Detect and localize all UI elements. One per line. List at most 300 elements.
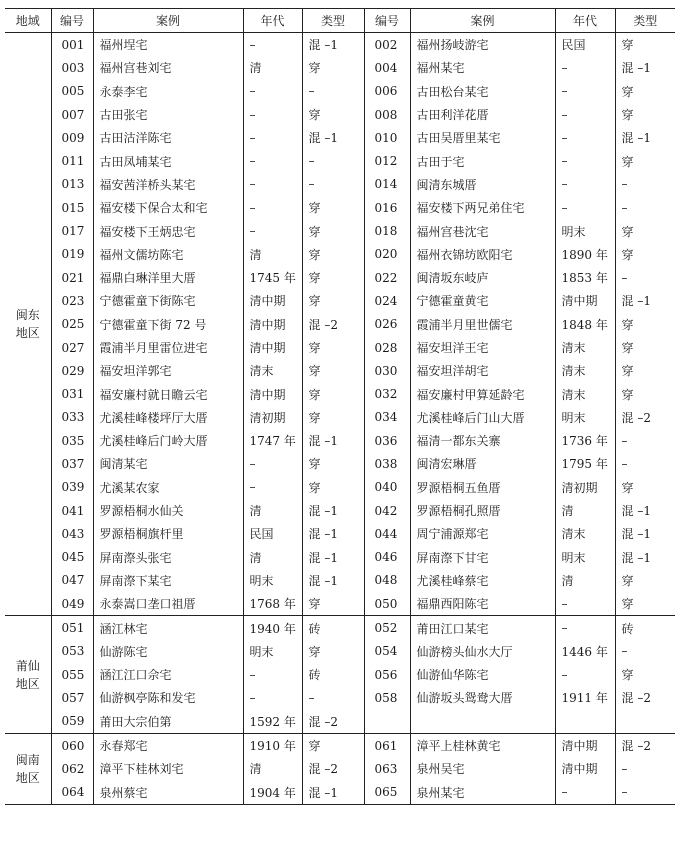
- cell-case-2: [410, 710, 555, 734]
- table-row: [5, 522, 675, 545]
- cell-era-2: 1911 年: [555, 686, 615, 709]
- cell-era-2: 清末: [555, 359, 615, 382]
- cell-num: 015: [51, 196, 93, 219]
- cell-case: 屏南漈头张宅: [93, 546, 243, 569]
- cell-era-2: 明末: [555, 219, 615, 242]
- cell-type: –: [302, 173, 364, 196]
- cell-type-2: –: [615, 196, 675, 219]
- cell-era: –: [243, 173, 302, 196]
- cell-num: 039: [51, 476, 93, 499]
- cell-era-2: –: [555, 781, 615, 805]
- cell-type: 混 –1: [302, 522, 364, 545]
- cell-type: 混 –2: [302, 313, 364, 336]
- cell-type: –: [302, 149, 364, 172]
- cell-type: 砖: [302, 663, 364, 686]
- cell-num-2: 020: [364, 243, 410, 266]
- cell-num-2: 061: [364, 733, 410, 757]
- cell-era: –: [243, 686, 302, 709]
- cell-type: 穿: [302, 476, 364, 499]
- cell-type-2: 混 –1: [615, 546, 675, 569]
- cell-num: 001: [51, 33, 93, 57]
- cell-case-2: 古田松台某宅: [410, 80, 555, 103]
- cell-num: 013: [51, 173, 93, 196]
- header-region: 地域: [5, 9, 51, 33]
- table-row: [5, 406, 675, 429]
- cell-num-2: 065: [364, 781, 410, 805]
- cell-case-2: 漳平上桂林黄宅: [410, 733, 555, 757]
- cell-type-2: –: [615, 781, 675, 805]
- cell-type: 混 –1: [302, 126, 364, 149]
- cell-num: 031: [51, 382, 93, 405]
- cell-era: 清中期: [243, 289, 302, 312]
- cell-num: 041: [51, 499, 93, 522]
- cell-case: 福州文儒坊陈宅: [93, 243, 243, 266]
- cell-num: 053: [51, 640, 93, 663]
- cell-case-2: 闽清坂东岐庐: [410, 266, 555, 289]
- cell-num-2: 032: [364, 382, 410, 405]
- cell-case: 福州宫巷刘宅: [93, 56, 243, 79]
- cell-type-2: 混 –1: [615, 522, 675, 545]
- cell-type: 穿: [302, 219, 364, 242]
- header-num: 编号: [51, 9, 93, 33]
- cell-type-2: 混 –1: [615, 126, 675, 149]
- cell-era-2: 清末: [555, 382, 615, 405]
- table-row: [5, 219, 675, 242]
- cell-num-2: 012: [364, 149, 410, 172]
- cell-num-2: 010: [364, 126, 410, 149]
- cell-type: 穿: [302, 103, 364, 126]
- cell-type: –: [302, 686, 364, 709]
- cell-era-2: 1890 年: [555, 243, 615, 266]
- cell-num-2: 050: [364, 592, 410, 616]
- cell-case-2: 福州某宅: [410, 56, 555, 79]
- table-row: [5, 429, 675, 452]
- cell-case: 仙游陈宅: [93, 640, 243, 663]
- cell-num: 017: [51, 219, 93, 242]
- cell-case: 永泰李宅: [93, 80, 243, 103]
- header-type: 类型: [302, 9, 364, 33]
- cell-era-2: –: [555, 173, 615, 196]
- cell-num-2: 002: [364, 33, 410, 57]
- region-label: 闽南: [15, 752, 40, 767]
- header-case: 案例: [93, 9, 243, 33]
- cell-case-2: 泉州某宅: [410, 781, 555, 805]
- cell-case: 尤溪桂峰后门岭大厝: [93, 429, 243, 452]
- table-body: [5, 33, 675, 805]
- cell-num: 062: [51, 757, 93, 780]
- cell-case-2: 霞浦半月里世儒宅: [410, 313, 555, 336]
- cell-era-2: 1795 年: [555, 452, 615, 475]
- cell-case-2: 罗源梧桐五鱼厝: [410, 476, 555, 499]
- cell-era-2: [555, 710, 615, 734]
- cell-num-2: 016: [364, 196, 410, 219]
- cell-num: 051: [51, 616, 93, 640]
- cell-type-2: 混 –2: [615, 406, 675, 429]
- region-label: 地区: [15, 326, 40, 341]
- table-row: [5, 196, 675, 219]
- cell-case-2: 福安楼下两兄弟住宅: [410, 196, 555, 219]
- cell-type: 穿: [302, 452, 364, 475]
- cell-case-2: 福州扬岐游宅: [410, 33, 555, 57]
- cell-num-2: 044: [364, 522, 410, 545]
- cell-era-2: 1853 年: [555, 266, 615, 289]
- table-row: [5, 382, 675, 405]
- cell-type-2: –: [615, 757, 675, 780]
- region-label: 地区: [15, 770, 40, 785]
- cell-era: 清: [243, 499, 302, 522]
- cell-case-2: 福州宫巷沈宅: [410, 219, 555, 242]
- cell-type-2: 穿: [615, 149, 675, 172]
- cell-era: –: [243, 80, 302, 103]
- region-label: 地区: [15, 676, 40, 691]
- cell-num: 033: [51, 406, 93, 429]
- cell-case-2: 福鼎西阳陈宅: [410, 592, 555, 616]
- cell-type-2: 穿: [615, 336, 675, 359]
- cell-era-2: –: [555, 616, 615, 640]
- cell-case: 霞浦半月里雷位进宅: [93, 336, 243, 359]
- cell-type-2: 混 –1: [615, 499, 675, 522]
- cell-num-2: 004: [364, 56, 410, 79]
- cell-type-2: 穿: [615, 243, 675, 266]
- cell-era-2: –: [555, 80, 615, 103]
- cell-era: 清: [243, 56, 302, 79]
- cell-type-2: 砖: [615, 616, 675, 640]
- cell-type: 穿: [302, 289, 364, 312]
- cell-case: 涵江江口佘宅: [93, 663, 243, 686]
- cell-num-2: 054: [364, 640, 410, 663]
- cell-type: 混 –1: [302, 499, 364, 522]
- cell-num-2: 018: [364, 219, 410, 242]
- cell-case-2: 仙游仙华陈宅: [410, 663, 555, 686]
- cell-era: 清中期: [243, 336, 302, 359]
- cell-type-2: 穿: [615, 382, 675, 405]
- table-row: [5, 663, 675, 686]
- table-row: [5, 336, 675, 359]
- cell-case: 古田凤埔某宅: [93, 149, 243, 172]
- table-row: [5, 616, 675, 640]
- cell-num: 037: [51, 452, 93, 475]
- cell-num-2: 046: [364, 546, 410, 569]
- cell-type-2: –: [615, 266, 675, 289]
- cell-type: 混 –2: [302, 757, 364, 780]
- table-row: [5, 126, 675, 149]
- cell-num: 023: [51, 289, 93, 312]
- cell-case: 福安茜洋桥头某宅: [93, 173, 243, 196]
- table-row: [5, 686, 675, 709]
- cell-era-2: 1736 年: [555, 429, 615, 452]
- cell-case: 古田张宅: [93, 103, 243, 126]
- cell-era: –: [243, 219, 302, 242]
- cell-era: –: [243, 126, 302, 149]
- table-row: [5, 33, 675, 57]
- cell-case: 漳平下桂林刘宅: [93, 757, 243, 780]
- cell-type-2: 混 –1: [615, 56, 675, 79]
- cell-case-2: 福安坦洋王宅: [410, 336, 555, 359]
- cell-type: 穿: [302, 592, 364, 616]
- cell-num: 047: [51, 569, 93, 592]
- cell-num-2: 048: [364, 569, 410, 592]
- header-num-2: 编号: [364, 9, 410, 33]
- cell-num-2: 042: [364, 499, 410, 522]
- cell-num-2: 038: [364, 452, 410, 475]
- cell-era-2: 1446 年: [555, 640, 615, 663]
- cell-type: 混 –1: [302, 33, 364, 57]
- cell-num: 060: [51, 733, 93, 757]
- cell-case-2: 尤溪桂峰蔡宅: [410, 569, 555, 592]
- cell-era: 1904 年: [243, 781, 302, 805]
- cell-era: –: [243, 103, 302, 126]
- cell-case-2: 莆田江口某宅: [410, 616, 555, 640]
- cell-num: 007: [51, 103, 93, 126]
- table-row: [5, 80, 675, 103]
- cell-era-2: 清中期: [555, 733, 615, 757]
- table-row: [5, 289, 675, 312]
- table-row: [5, 569, 675, 592]
- cell-num-2: 022: [364, 266, 410, 289]
- cell-era-2: 清中期: [555, 289, 615, 312]
- cell-num: 064: [51, 781, 93, 805]
- cell-num: 003: [51, 56, 93, 79]
- cell-type-2: 混 –1: [615, 289, 675, 312]
- cell-type-2: 穿: [615, 359, 675, 382]
- table-row: [5, 592, 675, 616]
- cell-type-2: 穿: [615, 80, 675, 103]
- cell-case: 罗源梧桐旗杆里: [93, 522, 243, 545]
- cell-case: 福安坦洋郭宅: [93, 359, 243, 382]
- cell-case: 仙游枫亭陈和发宅: [93, 686, 243, 709]
- table-row: [5, 640, 675, 663]
- cell-era-2: 清: [555, 569, 615, 592]
- cell-num-2: 056: [364, 663, 410, 686]
- cell-type-2: –: [615, 173, 675, 196]
- cell-era: 1768 年: [243, 592, 302, 616]
- cell-era: 1745 年: [243, 266, 302, 289]
- cell-era: 清中期: [243, 313, 302, 336]
- cell-num-2: 030: [364, 359, 410, 382]
- cell-type-2: 穿: [615, 313, 675, 336]
- cell-case: 福州埕宅: [93, 33, 243, 57]
- cell-era: 清: [243, 243, 302, 266]
- cell-case-2: 周宁浦源郑宅: [410, 522, 555, 545]
- cell-num: 049: [51, 592, 93, 616]
- header-case-2: 案例: [410, 9, 555, 33]
- cell-case-2: 仙游坂头鸳鸯大厝: [410, 686, 555, 709]
- cell-era-2: –: [555, 196, 615, 219]
- cell-era-2: –: [555, 592, 615, 616]
- cell-case: 古田沽洋陈宅: [93, 126, 243, 149]
- cell-case-2: 古田利洋花厝: [410, 103, 555, 126]
- cell-era: 清初期: [243, 406, 302, 429]
- cell-num: 027: [51, 336, 93, 359]
- cell-era: –: [243, 663, 302, 686]
- cell-type-2: 穿: [615, 33, 675, 57]
- cell-era-2: 清中期: [555, 757, 615, 780]
- cell-case: 福鼎白琳洋里大厝: [93, 266, 243, 289]
- table-row: [5, 56, 675, 79]
- cell-case: 莆田大宗伯第: [93, 710, 243, 734]
- cell-era-2: 明末: [555, 406, 615, 429]
- cell-case-2: 古田吴厝里某宅: [410, 126, 555, 149]
- cell-type-2: –: [615, 429, 675, 452]
- cell-era: 1940 年: [243, 616, 302, 640]
- cell-era-2: –: [555, 149, 615, 172]
- cell-num-2: 063: [364, 757, 410, 780]
- cell-era: –: [243, 196, 302, 219]
- cell-era-2: 清末: [555, 336, 615, 359]
- cell-num: 025: [51, 313, 93, 336]
- cell-case-2: 泉州吴宅: [410, 757, 555, 780]
- cell-era: –: [243, 452, 302, 475]
- cell-case-2: 闽清东城厝: [410, 173, 555, 196]
- cell-num: 059: [51, 710, 93, 734]
- cell-type: 穿: [302, 382, 364, 405]
- cell-type-2: 穿: [615, 476, 675, 499]
- cell-type: 混 –1: [302, 546, 364, 569]
- cell-num-2: 052: [364, 616, 410, 640]
- cell-case-2: 闽清宏琳厝: [410, 452, 555, 475]
- table-row: [5, 173, 675, 196]
- table-row: [5, 359, 675, 382]
- cell-type: 穿: [302, 733, 364, 757]
- region-cell: [5, 33, 51, 616]
- cell-era: –: [243, 149, 302, 172]
- cell-type: 穿: [302, 336, 364, 359]
- cell-case: 永泰嵩口垄口祖厝: [93, 592, 243, 616]
- table-row: [5, 476, 675, 499]
- cell-case: 涵江林宅: [93, 616, 243, 640]
- cell-case: 闽清某宅: [93, 452, 243, 475]
- cell-type-2: –: [615, 640, 675, 663]
- cell-type-2: 穿: [615, 592, 675, 616]
- cell-case-2: 尤溪桂峰后门山大厝: [410, 406, 555, 429]
- cell-num-2: 024: [364, 289, 410, 312]
- table-row: [5, 149, 675, 172]
- cell-type: 穿: [302, 243, 364, 266]
- cell-era: 明末: [243, 640, 302, 663]
- cell-era-2: –: [555, 56, 615, 79]
- cell-num: 045: [51, 546, 93, 569]
- table-row: [5, 452, 675, 475]
- cell-case: 福安楼下王炳忠宅: [93, 219, 243, 242]
- table-row: [5, 546, 675, 569]
- cell-num-2: [364, 710, 410, 734]
- table-row: [5, 499, 675, 522]
- region-label: 莆仙: [15, 658, 40, 673]
- cell-case-2: 福安坦洋胡宅: [410, 359, 555, 382]
- cell-era-2: –: [555, 126, 615, 149]
- cell-case: 宁德霍童下街 72 号: [93, 313, 243, 336]
- cell-num: 055: [51, 663, 93, 686]
- cell-type: 混 –1: [302, 569, 364, 592]
- cell-num-2: 034: [364, 406, 410, 429]
- cell-type: –: [302, 80, 364, 103]
- header-era-2: 年代: [555, 9, 615, 33]
- cell-type: 混 –2: [302, 710, 364, 734]
- cell-case: 尤溪某农家: [93, 476, 243, 499]
- cell-type: 混 –1: [302, 781, 364, 805]
- region-label: 闽东: [15, 308, 40, 323]
- header-type-2: 类型: [615, 9, 675, 33]
- cell-type: 穿: [302, 196, 364, 219]
- cell-type: 穿: [302, 359, 364, 382]
- cell-num: 021: [51, 266, 93, 289]
- table-row: [5, 781, 675, 805]
- table-row: [5, 757, 675, 780]
- cell-era-2: 清: [555, 499, 615, 522]
- cell-case: 福安楼下保合太和宅: [93, 196, 243, 219]
- cell-num: 009: [51, 126, 93, 149]
- region-cell: [5, 733, 51, 804]
- cell-num-2: 036: [364, 429, 410, 452]
- cell-num-2: 026: [364, 313, 410, 336]
- cell-case-2: 罗源梧桐孔照厝: [410, 499, 555, 522]
- table-row: [5, 266, 675, 289]
- cell-type: 穿: [302, 406, 364, 429]
- cell-num: 005: [51, 80, 93, 103]
- architecture-case-table: [5, 8, 675, 805]
- cell-era-2: –: [555, 103, 615, 126]
- cell-era-2: –: [555, 663, 615, 686]
- cell-case: 尤溪桂峰楼坪厅大厝: [93, 406, 243, 429]
- cell-case: 宁德霍童下街陈宅: [93, 289, 243, 312]
- cell-type-2: 混 –2: [615, 686, 675, 709]
- cell-case-2: 宁德霍童黄宅: [410, 289, 555, 312]
- cell-num-2: 028: [364, 336, 410, 359]
- cell-type: 穿: [302, 56, 364, 79]
- table-row: [5, 103, 675, 126]
- cell-type-2: 穿: [615, 103, 675, 126]
- cell-era: 1747 年: [243, 429, 302, 452]
- cell-era-2: 民国: [555, 33, 615, 57]
- cell-era: 清: [243, 546, 302, 569]
- cell-era: –: [243, 33, 302, 57]
- table-row: [5, 313, 675, 336]
- cell-case-2: 福安廉村甲算延龄宅: [410, 382, 555, 405]
- cell-type-2: 穿: [615, 569, 675, 592]
- cell-era: –: [243, 476, 302, 499]
- cell-era: 1910 年: [243, 733, 302, 757]
- table-row: [5, 710, 675, 734]
- cell-era: 1592 年: [243, 710, 302, 734]
- cell-num: 019: [51, 243, 93, 266]
- cell-num: 043: [51, 522, 93, 545]
- cell-num-2: 008: [364, 103, 410, 126]
- cell-num: 035: [51, 429, 93, 452]
- cell-case-2: 仙游榜头仙水大厅: [410, 640, 555, 663]
- cell-case-2: 福州衣锦坊欧阳宅: [410, 243, 555, 266]
- cell-era: 清末: [243, 359, 302, 382]
- cell-case: 罗源梧桐水仙关: [93, 499, 243, 522]
- cell-case: 永春郑宅: [93, 733, 243, 757]
- header-era: 年代: [243, 9, 302, 33]
- cell-type-2: [615, 710, 675, 734]
- cell-num-2: 040: [364, 476, 410, 499]
- table-row: [5, 243, 675, 266]
- cell-num-2: 058: [364, 686, 410, 709]
- cell-case-2: 古田于宅: [410, 149, 555, 172]
- cell-num: 057: [51, 686, 93, 709]
- cell-era: 清: [243, 757, 302, 780]
- cell-num: 011: [51, 149, 93, 172]
- cell-era-2: 1848 年: [555, 313, 615, 336]
- cell-num-2: 006: [364, 80, 410, 103]
- cell-era: 民国: [243, 522, 302, 545]
- table-header-row: [5, 9, 675, 33]
- cell-type: 混 –1: [302, 429, 364, 452]
- cell-type-2: 混 –2: [615, 733, 675, 757]
- cell-num: 029: [51, 359, 93, 382]
- cell-case: 福安廉村就日瞻云宅: [93, 382, 243, 405]
